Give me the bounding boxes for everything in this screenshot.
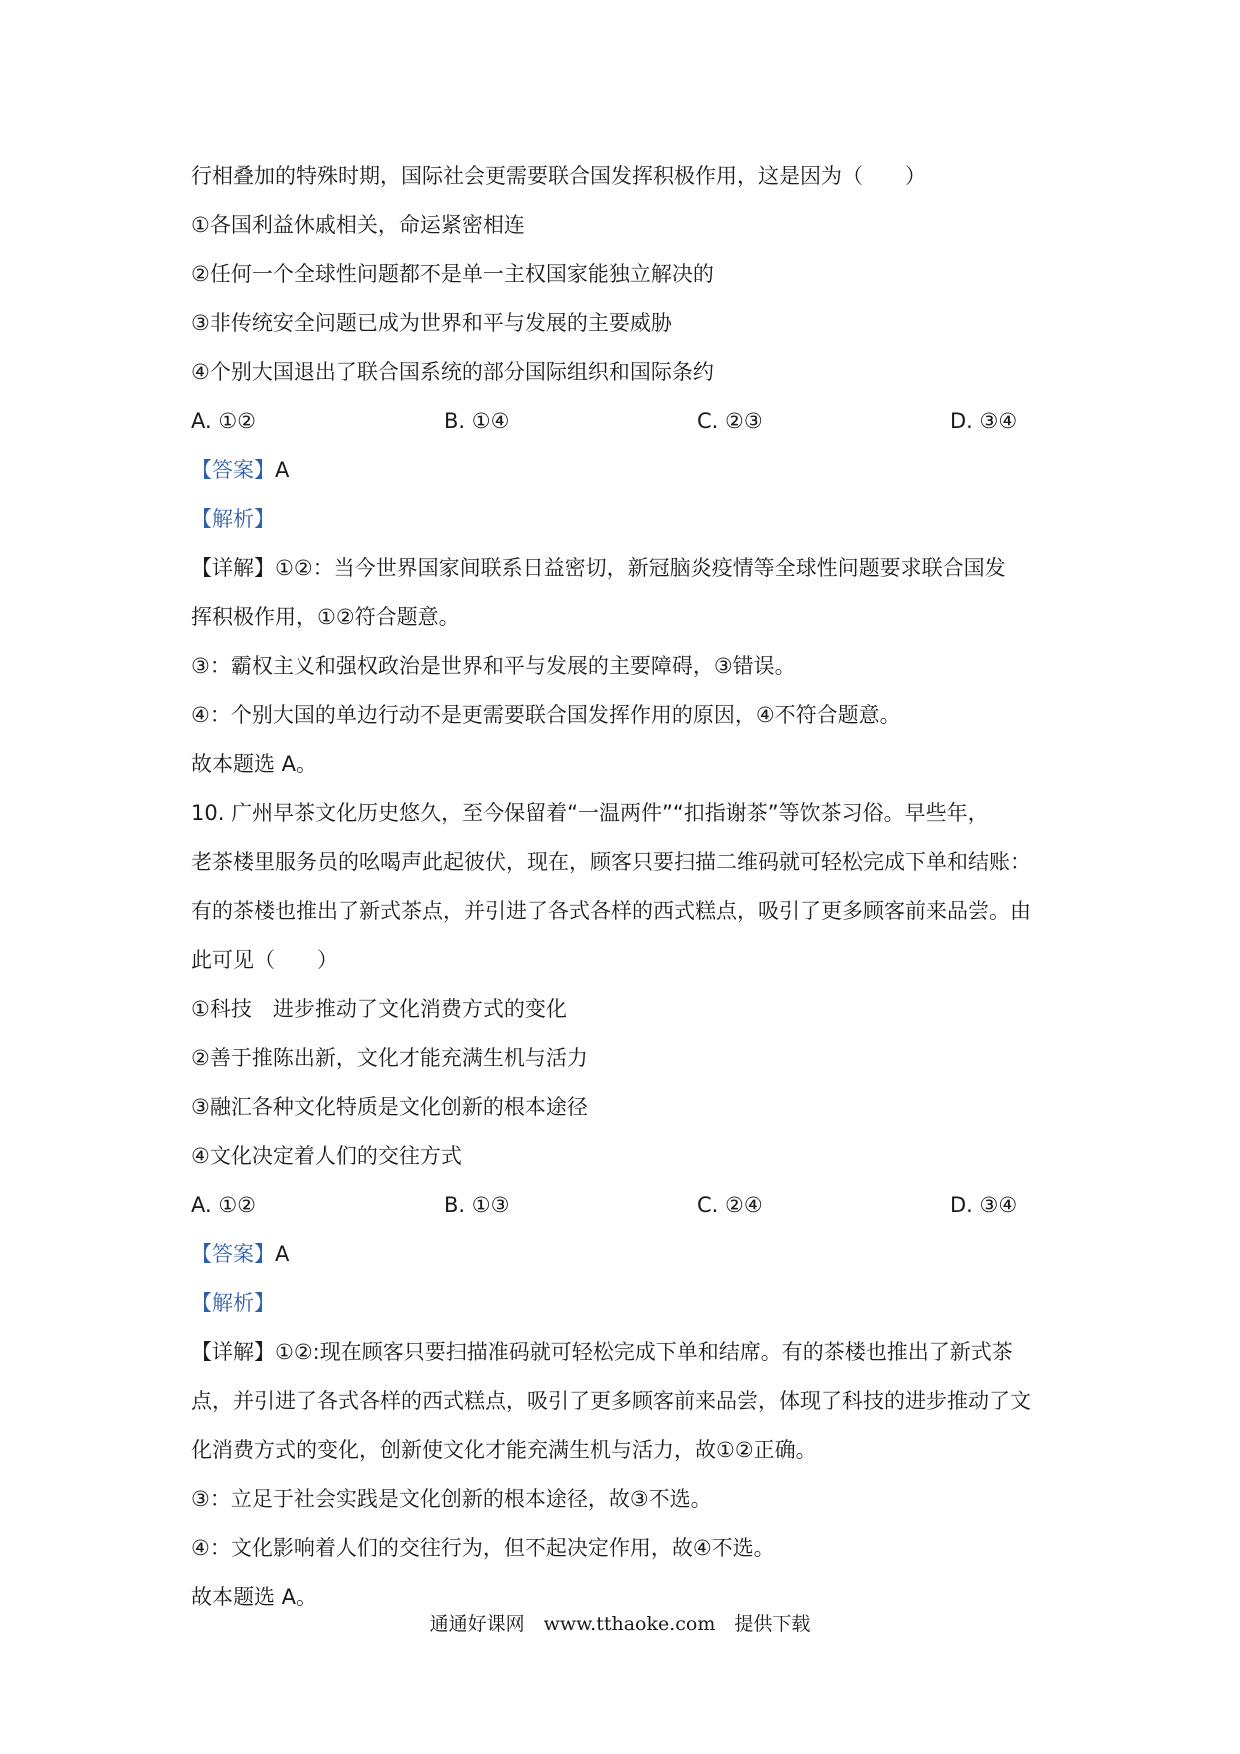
- answer-value: A: [275, 1242, 290, 1266]
- q10-detail-line-1: [191, 1336, 1071, 1368]
- q10-choice-c: C. ②④: [697, 1193, 763, 1217]
- detail-text: ①②：当今世界国家间联系日益密切，新冠脑炎疫情等全球性问题要求联合国发: [275, 556, 1006, 580]
- q9-detail-line-1: [191, 552, 1071, 584]
- answer-label: 【答案】: [191, 458, 275, 482]
- q10-stem-line-2: 老茶楼里服务员的吆喝声此起彼伏，现在，顾客只要扫描二维码就可轻松完成下单和结账：: [191, 850, 1031, 874]
- q9-analysis: [191, 503, 1071, 535]
- q9-detail-line-2: 挥积极作用，①②符合题意。: [191, 605, 460, 629]
- q10-choices: [191, 1189, 1071, 1221]
- detail-text: ①②:现在顾客只要扫描准码就可轻松完成下单和结席。有的茶楼也推出了新式茶: [275, 1340, 1013, 1364]
- answer-label: 【答案】: [191, 1242, 275, 1266]
- q10-option-4: ④文化决定着人们的交往方式: [191, 1144, 462, 1168]
- q9-conclusion: 故本题选 A。: [191, 752, 318, 776]
- q10-detail-line-3: 化消费方式的变化，创新使文化才能充满生机与活力，故①②正确。: [191, 1438, 817, 1462]
- q10-detail-line-5: ④：文化影响着人们的交往行为，但不起决定作用，故④不选。: [191, 1536, 775, 1560]
- q10-option-3: ③融汇各种文化特质是文化创新的根本途径: [191, 1095, 588, 1119]
- analysis-label: 【解析】: [191, 1291, 275, 1315]
- page-footer: 通通好课网 www.tthaoke.com 提供下载: [429, 1613, 811, 1635]
- q9-option-2: ②任何一个全球性问题都不是单一主权国家能独立解决的: [191, 262, 714, 286]
- detail-label: 【详解】: [191, 556, 275, 580]
- q10-option-2: ②善于推陈出新，文化才能充满生机与活力: [191, 1046, 588, 1070]
- q10-option-1: ①科技 进步推动了文化消费方式的变化: [191, 997, 567, 1021]
- q9-choices: [191, 405, 1071, 437]
- q10-answer: [191, 1238, 1071, 1270]
- q9-stem-tail: 行相叠加的特殊时期，国际社会更需要联合国发挥积极作用，这是因为（ ）: [191, 164, 926, 188]
- q10-conclusion: 故本题选 A。: [191, 1585, 318, 1609]
- q9-choice-c: C. ②③: [697, 409, 763, 433]
- q9-detail-line-4: ④：个别大国的单边行动不是更需要联合国发挥作用的原因，④不符合题意。: [191, 703, 901, 727]
- analysis-label: 【解析】: [191, 507, 275, 531]
- q10-analysis: [191, 1287, 1071, 1319]
- answer-value: A: [275, 458, 290, 482]
- detail-label: 【详解】: [191, 1340, 275, 1364]
- q10-detail-line-4: ③：立足于社会实践是文化创新的根本途径，故③不选。: [191, 1487, 712, 1511]
- q9-option-1: ①各国利益休戚相关，命运紧密相连: [191, 213, 525, 237]
- q9-option-3: ③非传统安全问题已成为世界和平与发展的主要威胁: [191, 311, 672, 335]
- q10-detail-line-2: 点，并引进了各式各样的西式糕点，吸引了更多顾客前来品尝，体现了科技的进步推动了文: [191, 1389, 1031, 1413]
- q10-stem-line-1: 10. 广州早茶文化历史悠久，至今保留着“一温两件”“扣指谢茶”等饮茶习俗。早些年，: [191, 801, 989, 825]
- q10-stem-line-4: 此可见（ ）: [191, 948, 338, 972]
- q10-stem-line-3: 有的茶楼也推出了新式茶点，并引进了各式各样的西式糕点，吸引了更多顾客前来品尝。由: [191, 899, 1031, 923]
- q9-choice-a: A. ①②: [191, 409, 256, 433]
- q10-choice-b: B. ①③: [444, 1193, 510, 1217]
- q9-option-4: ④个别大国退出了联合国系统的部分国际组织和国际条约: [191, 360, 714, 384]
- q10-choice-d: D. ③④: [950, 1193, 1018, 1217]
- q9-detail-line-3: ③：霸权主义和强权政治是世界和平与发展的主要障碍，③错误。: [191, 654, 796, 678]
- q9-answer: [191, 454, 1071, 486]
- q9-choice-d: D. ③④: [950, 409, 1018, 433]
- q10-choice-a: A. ①②: [191, 1193, 256, 1217]
- q9-choice-b: B. ①④: [444, 409, 510, 433]
